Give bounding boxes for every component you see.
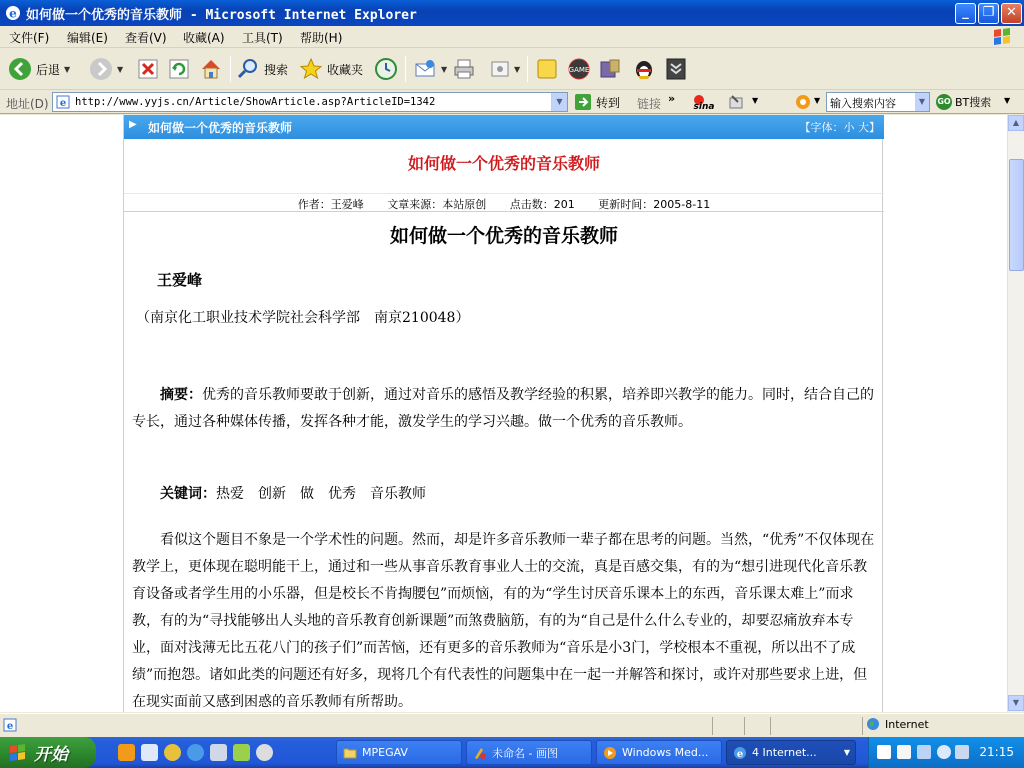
quicklaunch-ie-icon[interactable] — [187, 744, 204, 761]
go-label: 转到 — [596, 95, 621, 110]
windows-logo-icon — [8, 743, 28, 763]
quicklaunch-media-icon[interactable] — [164, 744, 181, 761]
sina-icon[interactable] — [690, 93, 718, 111]
folder-icon — [343, 746, 357, 760]
close-button[interactable]: ✕ — [1001, 3, 1022, 24]
task-media-player[interactable] — [596, 740, 722, 765]
stop-icon — [137, 58, 159, 80]
menu-file[interactable]: 文件(F) — [9, 31, 50, 45]
ie-icon — [5, 5, 21, 21]
svg-text:sina: sina — [693, 102, 715, 111]
start-button[interactable] — [0, 737, 96, 768]
article-heading: 如何做一个优秀的音乐教师 — [407, 154, 600, 173]
abstract-paragraph — [132, 382, 876, 436]
meta-source: 文章来源：本站原创 — [387, 198, 487, 211]
bt-search-button[interactable] — [936, 93, 991, 111]
scroll-down-icon[interactable]: ▼ — [1008, 695, 1024, 711]
svg-text:e: e — [736, 748, 744, 760]
status-divider — [862, 717, 863, 735]
home-icon — [199, 57, 223, 81]
taskbar — [0, 737, 1024, 768]
task-label: MPEGAV — [362, 746, 408, 759]
meta-updated: 更新时间：2005-8-11 — [598, 198, 711, 211]
status-divider — [770, 717, 771, 735]
show-hidden-icon[interactable] — [937, 745, 951, 759]
ie-icon — [733, 746, 747, 760]
game-icon — [566, 57, 592, 81]
home-button[interactable] — [199, 55, 223, 83]
messenger-button[interactable] — [535, 55, 559, 83]
forward-button[interactable] — [89, 55, 123, 83]
author-name: 王爱峰 — [157, 271, 203, 289]
task-label: 4 Internet... — [752, 746, 817, 759]
page-icon — [3, 718, 17, 732]
task-label: Windows Med... — [622, 746, 709, 759]
menu-favorites[interactable]: 收藏(A) — [183, 31, 225, 45]
qq-button[interactable] — [632, 55, 656, 83]
penguin-icon — [632, 57, 656, 81]
toolbar-separator — [230, 56, 231, 82]
meta-hits: 点击数：201 — [509, 198, 575, 211]
abstract-text: 优秀的音乐教师要敢于创新，通过对音乐的感悟及教学经验的积累，培养即兴教学的能力。同时，结合自己的专长，通过各种媒体传播，发挥各种才能，激发学生的学习兴趣。做一个优秀的音乐教师。 — [132, 387, 874, 430]
toolbar-separator — [527, 56, 528, 82]
page-viewport — [0, 115, 1007, 712]
body-paragraph: 看似这个题目不象是一个学术性的问题。然而，却是许多音乐教师一辈子都在思考的问题。当然，“优秀”不仅体现在教学上，更体现在聪明能干上，通过和一些从事音乐教育事业人士的交流，真是百感交集，有的为“想引进现代化音乐教育设备或者学生用的小乐器，但是校长不肯掏腰包”而烦恼，有的为“学生讨厌音乐课本上的东西，音乐课太难上”而求教，有的为“寻找能够出人头地的音乐教育创新课题”而煞费脑筋，有的为“自己是什么什么专业的，却要忍痛放弃本专业，面对浅薄无比五花八门的孩子们”而苦恼，还有更多的音乐教师为“音乐是小3门，学校根本不重视，所以出不了成绩”而抱怨。诸如此类的问题还有好多，现将几个有代表性的问题集中在一起一并解答和探讨，或许对那些要求上进，但在现实面前又感到困惑的音乐教师有所帮助。 — [132, 532, 875, 710]
status-divider — [744, 717, 745, 735]
start-label: 开始 — [34, 745, 68, 765]
system-tray — [868, 737, 1024, 768]
keyboard-icon[interactable] — [877, 745, 891, 759]
history-button[interactable] — [374, 55, 398, 83]
search-query-input[interactable] — [826, 92, 930, 112]
task-mpegav[interactable] — [336, 740, 462, 765]
quicklaunch-app-icon[interactable] — [210, 744, 227, 761]
chevron-down-icon[interactable]: ▼ — [514, 64, 521, 74]
chevron-down-icon[interactable]: ▼ — [915, 93, 929, 111]
status-bar — [0, 713, 1024, 737]
archive-icon — [664, 57, 688, 81]
quicklaunch-tool-icon[interactable] — [233, 744, 250, 761]
abstract-label: 摘要： — [160, 387, 202, 403]
scroll-up-icon[interactable]: ▲ — [1008, 115, 1024, 131]
window-title: 如何做一个优秀的音乐教师 - Microsoft Internet Explorer — [26, 8, 417, 23]
task-paint[interactable] — [466, 740, 592, 765]
back-label: 后退 — [36, 62, 61, 77]
star-icon — [299, 57, 323, 81]
page-icon — [56, 95, 70, 109]
clock: 21:15 — [979, 745, 1014, 759]
task-label: 未命名 - 画图 — [492, 746, 558, 760]
minimize-button[interactable]: _ — [955, 3, 976, 24]
quicklaunch-messenger-icon[interactable] — [256, 744, 273, 761]
chevron-down-icon[interactable]: ▼ — [64, 64, 71, 74]
history-icon — [374, 57, 398, 81]
chevron-down-icon[interactable]: ▼ — [441, 64, 448, 74]
stop-button[interactable] — [137, 55, 159, 83]
film-icon — [598, 57, 622, 81]
menu-view[interactable]: 查看(V) — [125, 31, 167, 45]
paint-icon — [473, 746, 487, 760]
print-button[interactable] — [452, 55, 476, 83]
edit-page-icon — [490, 59, 510, 79]
chevron-down-icon[interactable]: ▼ — [1004, 96, 1011, 105]
meta-author: 作者：王爱峰 — [297, 198, 364, 211]
windows-logo-icon — [988, 27, 1016, 47]
svg-text:e: e — [59, 98, 67, 109]
chevron-down-icon[interactable]: ▼ — [814, 96, 821, 105]
go-badge-icon: GO — [936, 94, 952, 110]
maximize-button[interactable]: ❐ — [978, 3, 999, 24]
menu-edit[interactable]: 编辑(E) — [67, 31, 108, 45]
back-arrow-icon — [8, 57, 32, 81]
search-query-text: 输入搜索内容 — [830, 97, 896, 110]
forward-arrow-icon — [89, 57, 113, 81]
standard-toolbar — [0, 48, 1024, 90]
refresh-button[interactable] — [168, 55, 190, 83]
svg-text:e: e — [6, 721, 14, 732]
chevron-right-icon[interactable]: » — [668, 92, 676, 105]
menu-help[interactable]: 帮助(H) — [300, 31, 343, 45]
svg-text:e: e — [9, 6, 17, 21]
menu-tools[interactable]: 工具(T) — [242, 31, 283, 45]
media-player-icon — [603, 746, 617, 760]
keywords-text: 热爱 创新 做 优秀 音乐教师 — [216, 486, 426, 502]
author-affiliation: （南京化工职业技术学院社会科学部 南京210048） — [136, 310, 470, 326]
favorites-label: 收藏夹 — [327, 62, 364, 77]
address-url: http://www.yyjs.cn/Article/ShowArticle.asp?ArticleID=1342 — [75, 96, 436, 108]
status-divider — [712, 717, 713, 735]
bt-search-label: BT搜索 — [955, 96, 992, 109]
menu-bar — [0, 26, 1024, 48]
vertical-scrollbar[interactable] — [1007, 115, 1024, 712]
game-button[interactable] — [566, 55, 592, 83]
search-icon — [236, 57, 260, 81]
address-bar — [0, 90, 1024, 114]
keywords-label: 关键词： — [160, 486, 216, 502]
quicklaunch-browser-icon[interactable] — [118, 744, 135, 761]
favorites-button[interactable] — [299, 55, 363, 83]
security-zone — [866, 717, 929, 731]
printer-icon — [452, 57, 476, 81]
scroll-thumb[interactable] — [1009, 159, 1024, 271]
chevron-down-icon[interactable]: ▼ — [752, 96, 759, 105]
keywords-paragraph — [132, 481, 876, 508]
globe-icon — [866, 717, 880, 731]
ime-icon[interactable] — [917, 745, 931, 759]
refresh-icon — [168, 58, 190, 80]
task-internet-explorer[interactable] — [726, 740, 856, 765]
mail-button[interactable] — [413, 55, 447, 83]
article-title-bar — [124, 115, 884, 139]
help-icon[interactable] — [897, 745, 911, 759]
breadcrumb: 如何做一个优秀的音乐教师 — [148, 121, 293, 135]
address-label: 地址(D) — [6, 97, 49, 111]
media-button[interactable] — [598, 55, 622, 83]
toolbar-separator — [405, 56, 406, 82]
article-panel — [123, 115, 883, 712]
title-bar — [0, 0, 1024, 26]
edit-button[interactable] — [490, 55, 520, 83]
body-title: 如何做一个优秀的音乐教师 — [389, 225, 618, 247]
archive-button[interactable] — [664, 55, 688, 83]
search-label: 搜索 — [264, 62, 289, 77]
tools-icon[interactable] — [728, 94, 746, 110]
note-icon — [535, 57, 559, 81]
article-meta — [124, 193, 884, 213]
svg-text:GAME: GAME — [568, 66, 590, 74]
triangle-right-icon: ▶ — [129, 119, 137, 130]
font-size-control[interactable]: 【字体：小 大】 — [799, 121, 880, 134]
search-engine-icon[interactable] — [795, 94, 811, 110]
mail-icon — [413, 57, 437, 81]
address-input[interactable] — [52, 92, 568, 112]
quicklaunch-desktop-icon[interactable] — [141, 744, 158, 761]
back-button[interactable] — [8, 55, 70, 83]
links-label[interactable]: 链接 — [637, 97, 662, 111]
chevron-down-icon[interactable]: ▼ — [117, 64, 124, 74]
go-button[interactable] — [574, 92, 620, 112]
divider — [124, 211, 884, 212]
chevron-down-icon: ▼ — [843, 748, 850, 757]
network-icon[interactable] — [955, 745, 969, 759]
chevron-down-icon[interactable]: ▼ — [551, 93, 567, 111]
go-arrow-icon — [574, 93, 592, 111]
search-button[interactable] — [236, 55, 288, 83]
zone-label: Internet — [885, 717, 929, 731]
